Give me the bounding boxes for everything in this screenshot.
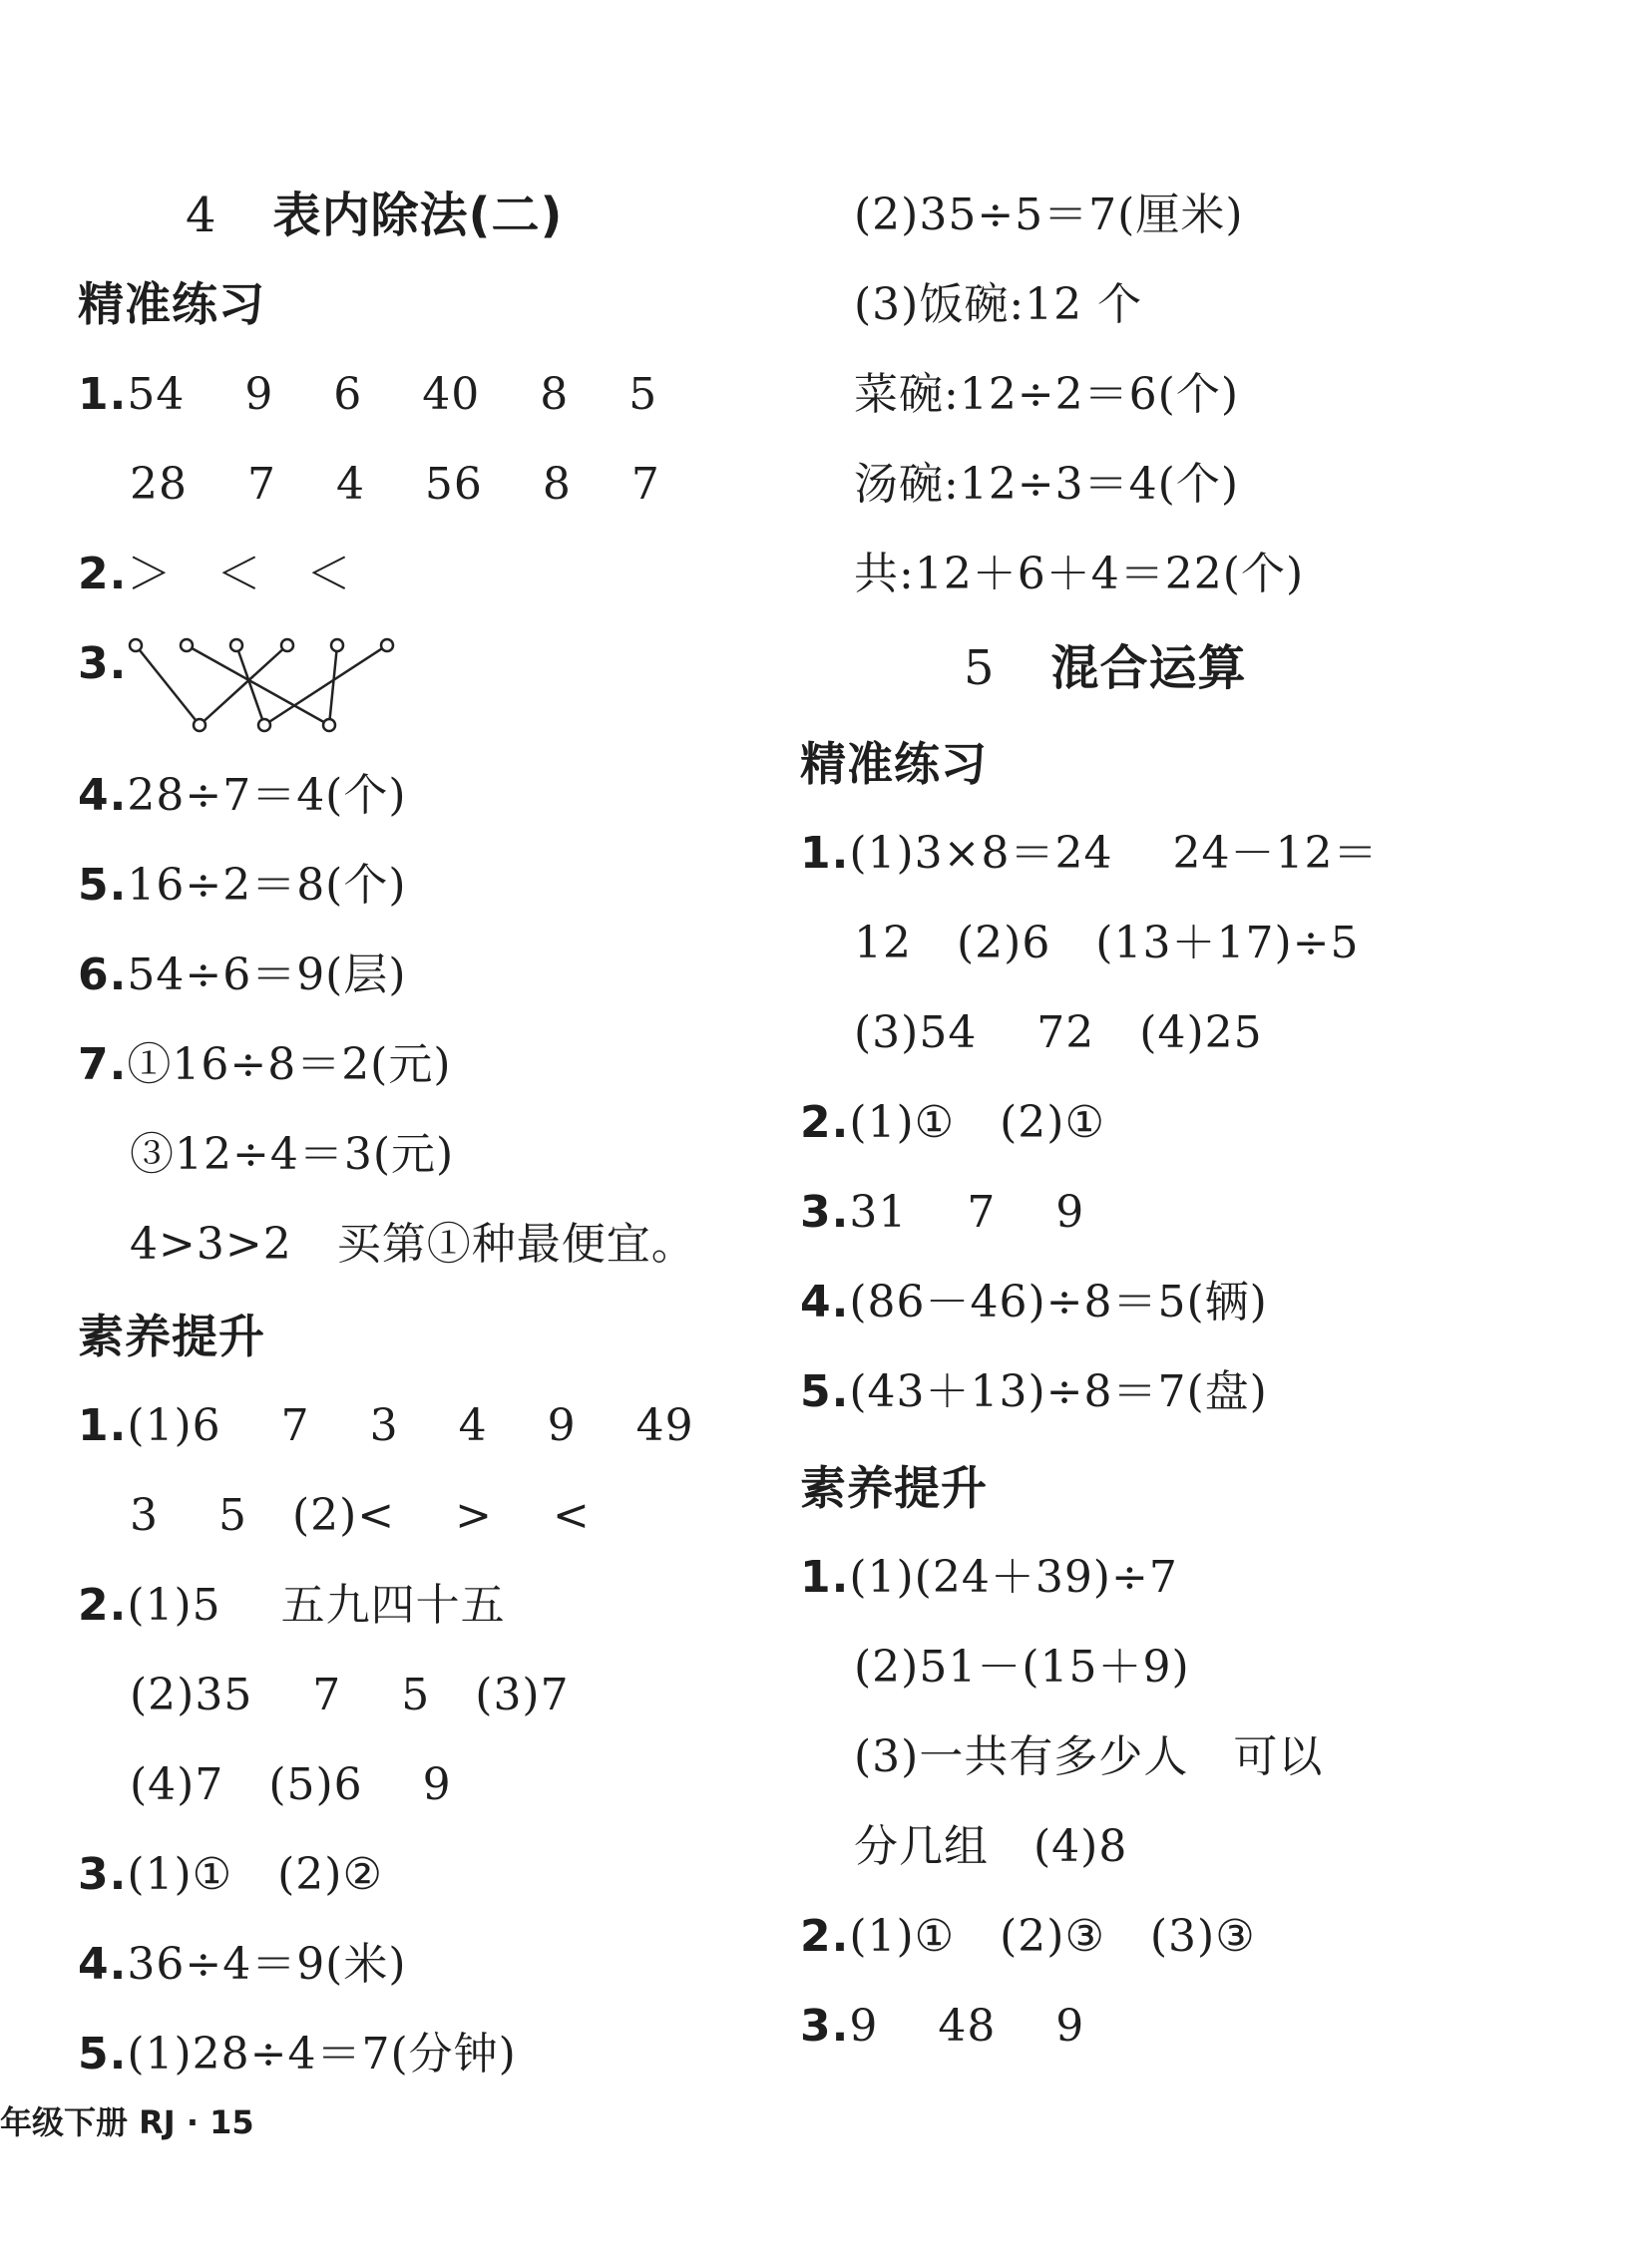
continued-answer-3-line3: 汤碗:12÷3＝4(个) [854, 459, 1239, 510]
answer-4 [800, 1273, 1268, 1332]
item-number: 4. [800, 1277, 850, 1327]
page-footer: 年级下册 RJ · 15 [0, 2103, 254, 2141]
title-text: 混合运算 [1050, 640, 1247, 696]
heading-precise-practice: 精准练习 [800, 737, 988, 791]
answer-text: (43＋13)÷8＝7(盘) [849, 1366, 1268, 1417]
continued-answer-3-line2: 菜碗:12÷2＝6(个) [854, 369, 1239, 420]
answer-text: (1)① (2)② [127, 1849, 383, 1900]
answer-7-line3: 4>3>2 买第①种最便宜。 [130, 1219, 696, 1270]
improve-3 [800, 1997, 1084, 2057]
item-number: 3. [78, 1849, 128, 1900]
improve-1 [800, 1548, 1178, 1608]
improve-2-line2: (2)35 7 5 (3)7 [130, 1670, 570, 1720]
improve-4 [78, 1935, 407, 1995]
answer-text: (1)3×8＝24 24－12＝ [849, 828, 1379, 879]
answer-1-line2: 12 (2)6 (13＋17)÷5 [854, 918, 1360, 968]
answer-text: (1)5 五九四十五 [127, 1580, 506, 1631]
answer-text: 16÷2＝8(个) [127, 860, 407, 911]
title-number: 5 [964, 640, 996, 696]
item-number: 2. [800, 1911, 850, 1962]
title-number: 4 [186, 188, 217, 243]
continued-answer-3-line4: 共:12＋6＋4＝22(个) [854, 549, 1305, 599]
answer-text: ＞ ＜ ＜ [127, 549, 352, 599]
item-number: 3. [800, 2001, 850, 2052]
improve-3 [78, 1845, 383, 1905]
improve-5 [78, 2025, 517, 2084]
answer-text: (1)28÷4＝7(分钟) [127, 2029, 517, 2079]
matching-lines-diagram [120, 628, 409, 738]
improve-1-line4: 分几组 (4)8 [854, 1821, 1128, 1872]
answer-2 [800, 1093, 1105, 1153]
item-number: 1. [800, 1552, 850, 1603]
item-number: 5. [800, 1366, 850, 1417]
heading-literacy-improvement: 素养提升 [800, 1461, 988, 1515]
answer-text: (1)① (2)① [849, 1097, 1105, 1148]
answer-text: ①16÷8＝2(元) [127, 1039, 452, 1090]
improve-1-line3: (3)一共有多少人 可以 [854, 1731, 1324, 1782]
answer-4 [78, 766, 407, 826]
answer-1-line3: (3)54 72 (4)25 [854, 1007, 1263, 1058]
answer-5 [78, 856, 407, 916]
item-number: 5. [78, 2029, 128, 2079]
answer-1 [78, 365, 657, 425]
section-title-4 [186, 186, 563, 245]
improve-2-line3: (4)7 (5)6 9 [130, 1759, 452, 1810]
item-number: 3. [78, 638, 128, 689]
answer-text: 54 9 6 40 8 5 [127, 369, 658, 420]
improve-2 [78, 1576, 506, 1636]
item-number: 2. [78, 1580, 128, 1631]
answer-7-line2: ③12÷4＝3(元) [130, 1129, 455, 1180]
improve-2 [800, 1907, 1256, 1967]
improve-1-line2: 3 5 (2)< > < [130, 1490, 591, 1541]
answer-text: 28÷7＝4(个) [127, 770, 407, 821]
answer-7 [78, 1035, 452, 1095]
answer-text: 9 48 9 [849, 2001, 1085, 2052]
improve-1-line2: (2)51－(15＋9) [854, 1642, 1190, 1693]
answer-1-line2: 28 7 4 56 8 7 [130, 459, 660, 510]
answer-2 [78, 545, 351, 604]
answer-text: (86－46)÷8＝5(辆) [849, 1277, 1268, 1327]
answer-text: 54÷6＝9(层) [127, 949, 407, 1000]
title-text: 表内除法(二) [272, 188, 564, 243]
improve-1 [78, 1396, 694, 1456]
item-number: 2. [800, 1097, 850, 1148]
answer-text: (1)① (2)③ (3)③ [849, 1911, 1256, 1962]
item-number: 1. [800, 828, 850, 879]
continued-answer-2: (2)35÷5＝7(厘米) [854, 189, 1244, 240]
answer-1 [800, 824, 1378, 884]
section-title-5 [964, 638, 1247, 698]
item-number: 4. [78, 1939, 128, 1990]
item-number: 3. [800, 1187, 850, 1238]
heading-literacy-improvement: 素养提升 [78, 1310, 265, 1363]
answer-text: (1)6 7 3 4 9 49 [127, 1400, 694, 1451]
answer-6 [78, 945, 407, 1005]
item-number: 1. [78, 1400, 128, 1451]
item-number: 4. [78, 770, 128, 821]
answer-5 [800, 1362, 1268, 1422]
answer-text: 31 7 9 [849, 1187, 1085, 1238]
answer-text: 36÷4＝9(米) [127, 1939, 407, 1990]
item-number: 2. [78, 549, 128, 599]
item-number: 7. [78, 1039, 128, 1090]
answer-text: (1)(24＋39)÷7 [849, 1552, 1178, 1603]
heading-precise-practice: 精准练习 [78, 277, 265, 331]
item-number: 5. [78, 860, 128, 911]
continued-answer-3: (3)饭碗:12 个 [854, 279, 1143, 330]
item-number: 6. [78, 949, 128, 1000]
item-number: 1. [78, 369, 128, 420]
answer-3 [800, 1183, 1084, 1243]
